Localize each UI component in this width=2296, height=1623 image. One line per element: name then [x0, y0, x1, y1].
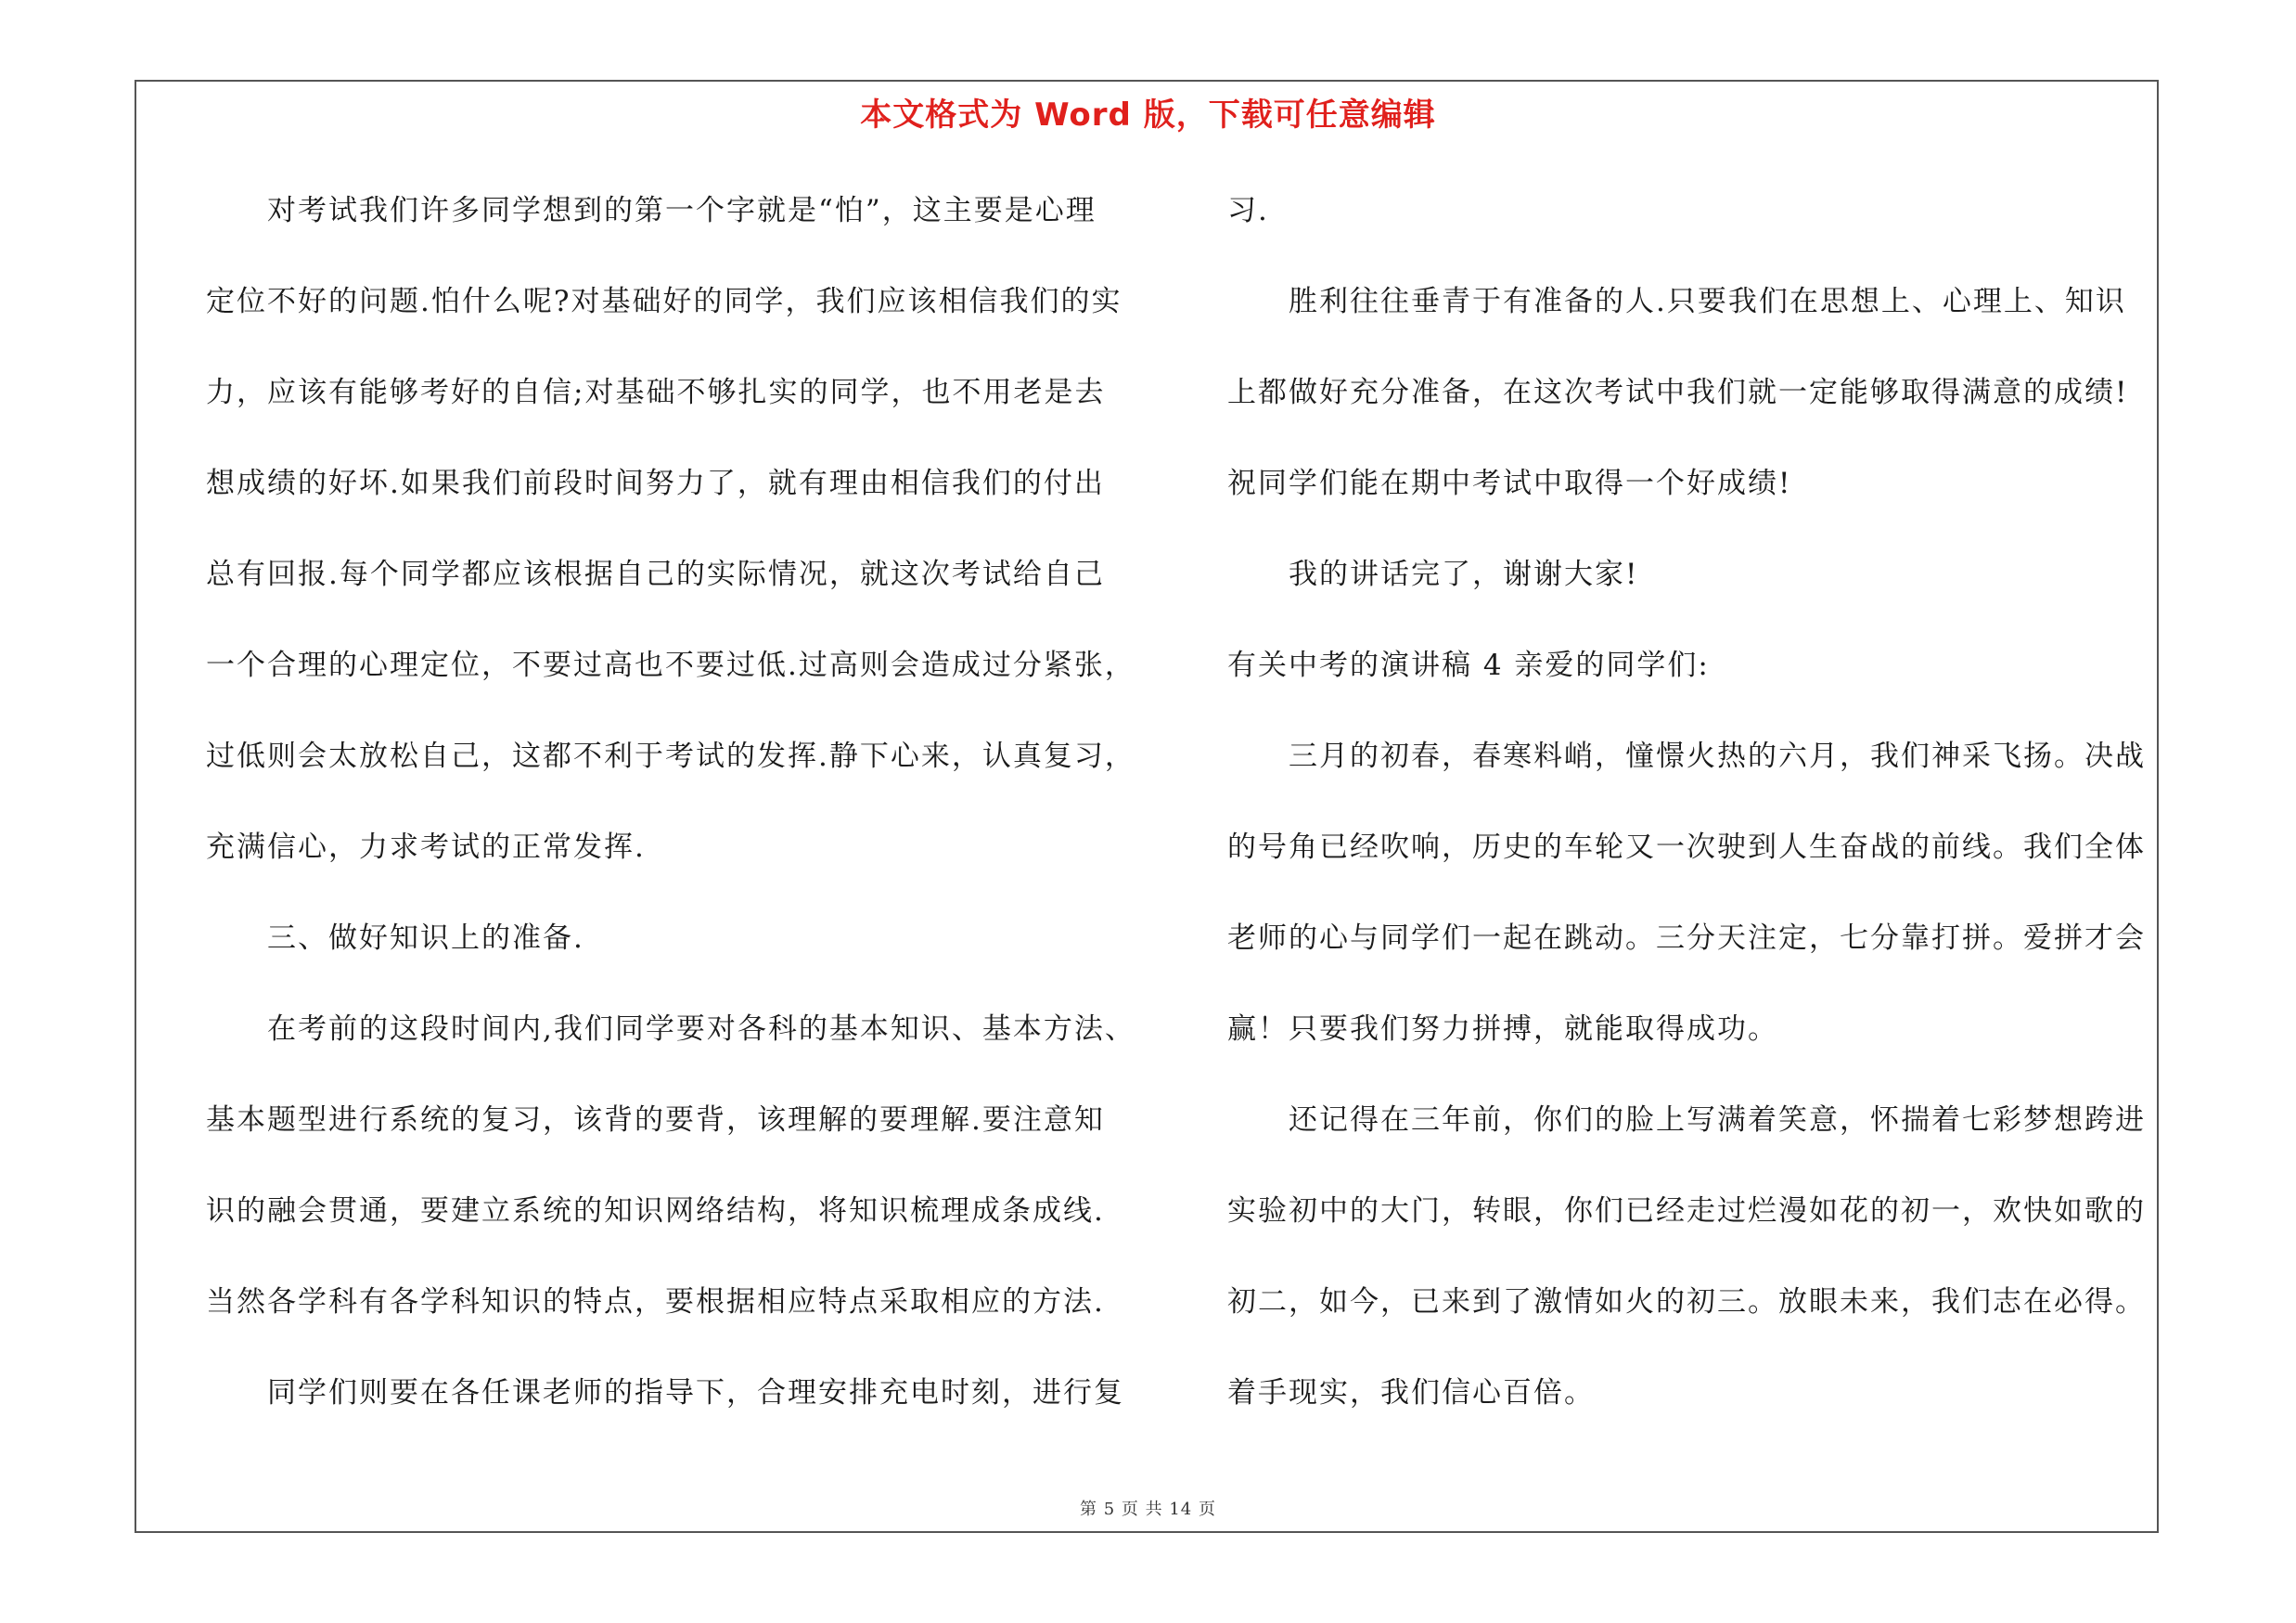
paragraph-line: 的号角已经吹响，历史的车轮又一次驶到人生奋战的前线。我们全体 — [1227, 831, 2146, 864]
paragraph-line: 着手现实，我们信心百倍。 — [1227, 1376, 1595, 1410]
paragraph-line: 还记得在三年前，你们的脸上写满着笑意，怀揣着七彩梦想跨进 — [1227, 1103, 2146, 1137]
paragraph-line: 总有回报.每个同学都应该根据自己的实际情况，就这次考试给自己 — [206, 558, 1105, 591]
section-heading: 三、做好知识上的准备. — [206, 921, 584, 955]
paragraph-line: 当然各学科有各学科知识的特点，要根据相应特点采取相应的方法. — [206, 1285, 1105, 1319]
speech-title-line: 有关中考的演讲稿 4 亲爱的同学们: — [1227, 649, 1710, 682]
paragraph-line: 力，应该有能够考好的自信;对基础不够扎实的同学，也不用老是去 — [206, 376, 1106, 409]
paragraph-line: 想成绩的好坏.如果我们前段时间努力了，就有理由相信我们的付出 — [206, 467, 1105, 500]
paragraph-line: 胜利往往垂青于有准备的人.只要我们在思想上、心理上、知识 — [1227, 285, 2126, 318]
paragraph-line: 我的讲话完了，谢谢大家! — [1227, 558, 1639, 591]
page-number: 第 5 页 共 14 页 — [1080, 1500, 1216, 1519]
paragraph-line: 同学们则要在各任课老师的指导下，合理安排充电时刻，进行复 — [206, 1376, 1124, 1410]
paragraph-line: 老师的心与同学们一起在跳动。三分天注定，七分靠打拼。爱拼才会 — [1227, 921, 2146, 955]
paragraph-line: 上都做好充分准备，在这次考试中我们就一定能够取得满意的成绩! — [1227, 376, 2129, 409]
paragraph-line: 识的融会贯通，要建立系统的知识网络结构，将知识梳理成条成线. — [206, 1194, 1105, 1228]
paragraph-line: 定位不好的问题.怕什么呢?对基础好的同学，我们应该相信我们的实 — [206, 285, 1122, 318]
paragraph-line: 过低则会太放松自己，这都不利于考试的发挥.静下心来，认真复习， — [206, 740, 1135, 773]
paragraph-line: 在考前的这段时间内,我们同学要对各科的基本知识、基本方法、 — [206, 1012, 1135, 1046]
paragraph-line: 实验初中的大门，转眼，你们已经走过烂漫如花的初一，欢快如歌的 — [1227, 1194, 2146, 1228]
right-column — [1227, 178, 2174, 1451]
paragraph-line: 基本题型进行系统的复习，该背的要背，该理解的要理解.要注意知 — [206, 1103, 1105, 1137]
paragraph-line: 对考试我们许多同学想到的第一个字就是“怕”，这主要是心理 — [206, 194, 1097, 227]
paragraph-line: 三月的初春，春寒料峭，憧憬火热的六月，我们神采飞扬。决战 — [1227, 740, 2146, 773]
paragraph-line: 初二，如今，已来到了激情如火的初三。放眼未来，我们志在必得。 — [1227, 1285, 2146, 1319]
paragraph-line: 祝同学们能在期中考试中取得一个好成绩! — [1227, 467, 1792, 500]
left-column — [206, 178, 1152, 1451]
paragraph-line: 充满信心，力求考试的正常发挥. — [206, 831, 646, 864]
format-banner: 本文格式为 Word 版，下载可任意编辑 — [860, 97, 1436, 134]
paragraph-line: 赢！只要我们努力拼搏，就能取得成功。 — [1227, 1012, 1778, 1046]
paragraph-line: 一个合理的心理定位，不要过高也不要过低.过高则会造成过分紧张， — [206, 649, 1135, 682]
paragraph-line: 习. — [1227, 194, 1269, 227]
